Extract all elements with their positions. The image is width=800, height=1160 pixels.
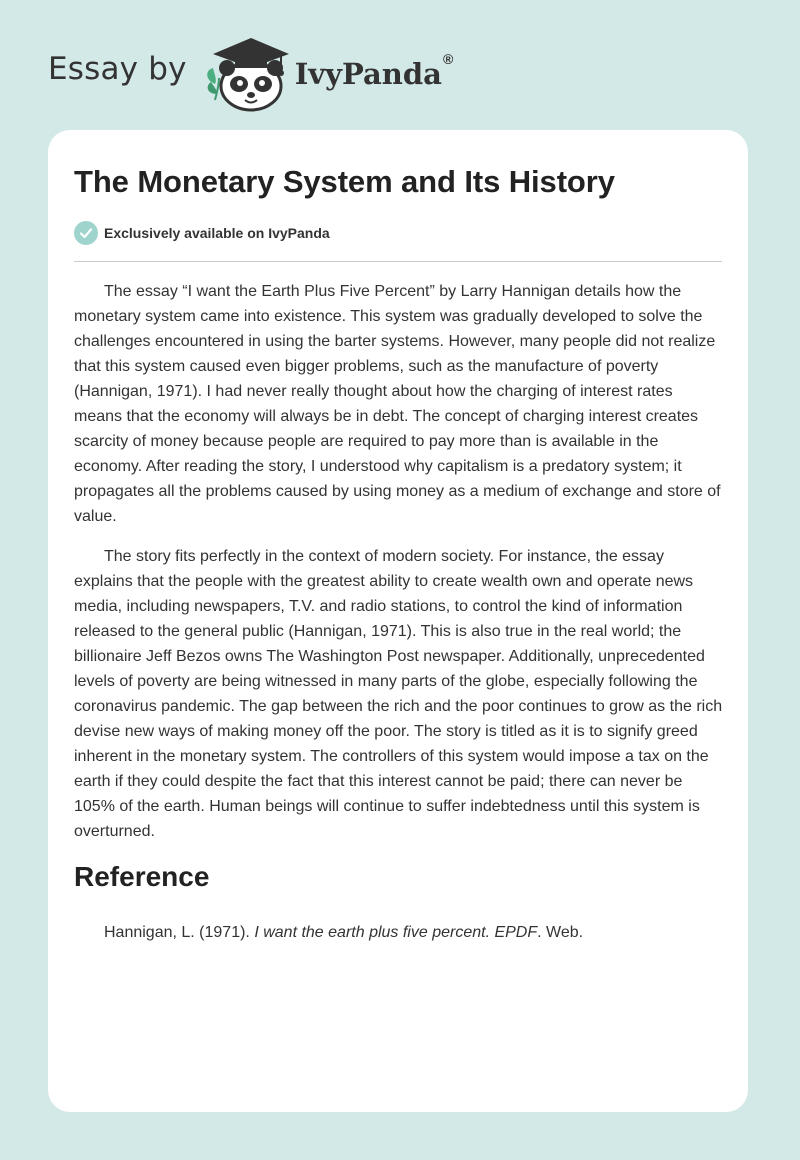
essay-card — [48, 130, 748, 1112]
panda-graduate-logo-icon[interactable] — [201, 32, 291, 112]
reference-work-title: I want the earth plus five percent. EPDF — [254, 924, 538, 941]
paragraph-2: The story fits perfectly in the context of modern society. For instance, the essay explains that the people with the greatest ability to create wealth own and operate news media, including newspapers, T.V. and radio stations, to control the kind of information released to the general public (Hannigan, 1971). This is also true in the real world; the billionaire Jeff Bezos owns The Washington Post newspaper. Additionally, unprecedented levels of poverty are being witnessed in many parts of the globe, especially following the coronavirus pandemic. The gap between the rich and the poor continues to grow as the rich devise new ways of making money off the poor. The story is titled as it is to signify greed inherent in the monetary system. The controllers of this system would impose a tax on the earth if they could despite the fact that this interest cannot be paid; there can never be 105% of the earth. Human beings will continue to suffer indebtedness until this system is overturned. — [74, 548, 723, 840]
brand-name[interactable] — [294, 51, 454, 91]
site-header — [48, 32, 453, 112]
title-divider — [74, 261, 722, 262]
reference-heading: Reference — [74, 861, 210, 892]
reference-author-year: Hannigan, L. (1971). — [104, 924, 255, 941]
page-title: The Monetary System and Its History — [74, 164, 615, 199]
brand-name-text: IvyPanda — [294, 57, 442, 91]
essay-body — [74, 279, 724, 859]
reference-suffix: . Web. — [537, 924, 584, 941]
paragraph-1: The essay “I want the Earth Plus Five Percent” by Larry Hannigan details how the monetary system came into existence. This system was gradually developed to solve the challenges encountered in using the barter systems. However, many people did not realize that this system caused even bigger problems, such as the manufacture of poverty (Hannigan, 1971). I had never really thought about how the charging of interest rates means that the economy will always be in debt. The concept of charging interest creates scarcity of money because people are required to pay more than is available in the economy. After reading the story, I understood why capitalism is a predatory system; it propagates all the problems caused by using money as a medium of exchange and store of value. — [74, 283, 721, 525]
reference-entry — [104, 920, 583, 945]
check-circle-icon — [74, 221, 98, 245]
registered-mark: ® — [442, 51, 454, 67]
badge-text: Exclusively available on IvyPanda — [104, 225, 330, 241]
exclusive-badge — [74, 221, 330, 245]
essay-by-label: Essay by — [48, 51, 187, 87]
